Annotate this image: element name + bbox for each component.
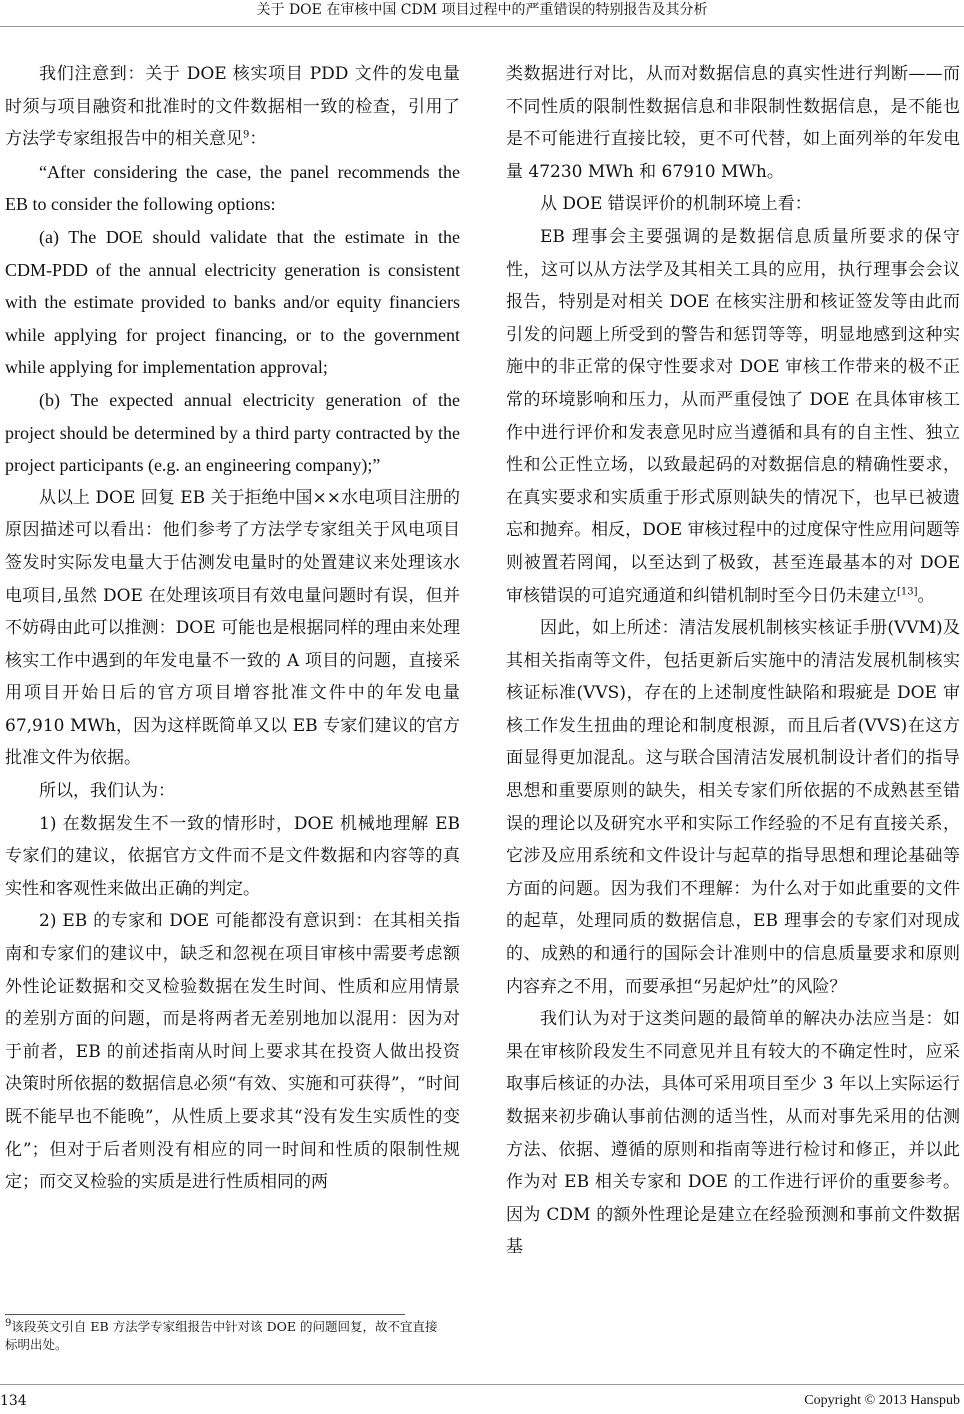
- quote-paragraph: “After considering the case, the panel recommends the EB to consider the following options:: [5, 161, 460, 215]
- citation-ref: [13]: [897, 585, 918, 597]
- right-column: [506, 58, 960, 1264]
- running-header: [0, 0, 964, 27]
- footnote: [5, 1318, 445, 1354]
- paragraph-text: 。: [917, 585, 935, 606]
- footer-divider: [0, 1384, 964, 1385]
- copyright-notice: Copyright © 2013 Hanspub: [804, 1393, 960, 1408]
- page-number: 134: [0, 1393, 27, 1409]
- paragraph: 类数据进行对比，从而对数据信息的真实性进行判断——而不同性质的限制性数据信息和非限制性数据信息，是不能也是不可能进行直接比较，更不可代替，如上面列举的年发电量 47230 MWh 和 67910 MWh。: [506, 64, 960, 182]
- paragraph-text: EB 理事会主要强调的是数据信息质量所要求的保守性，这可以从方法学及其相关工具的应用，执行理事会会议报告，特别是对相关 DOE 在核实注册和核证签发等由此而引发的问题上所受到的警告和惩罚等等，明显地感到这种实施中的非正常的保守性要求对 DOE 审核工作带来的极不正常的环境影响和压力，从而严重侵蚀了 DOE 在具体审核工作中进行评价和发表意见时应当遵循和具有的自主性、独立性和公正性立场，以致最起码的对数据信息的精确性要求，在真实要求和实质重于形式原则缺失的情况下，也早已被遗忘和抛弃。相反，DOE 审核过程中的过度保守性应用问题等则被置若罔闻，以至达到了极致，甚至连最基本的对 DOE 审核错误的可追究通道和纠错机制时至今日仍未建立: [506, 226, 960, 606]
- paragraph: 因此，如上所述：清洁发展机制核实核证手册(VVM)及其相关指南等文件，包括更新后实施中的清洁发展机制核实核证标准(VVS)，存在的上述制度性缺陷和瑕疵是 DOE 审核工作发生扭曲的理论和制度根源，而且后者(VVS)在这方面显得更加混乱。这与联合国清洁发展机制设计者们的指导思想和重要原则的缺失，相关专家们所依据的不成熟甚至错误的理论以及研究水平和实际工作经验的不足有直接关系，它涉及应用系统和文件设计与起草的指导思想和理论基础等方面的问题。因为我们不理解：为什么对于如此重要的文件的起草，处理同质的数据信息，EB 理事会的专家们对现成的、成熟的和通行的国际会计准则中的信息质量要求和原则内容弃之不用，而要承担“另起炉灶”的风险？: [506, 618, 960, 997]
- paragraph-text: ：: [249, 129, 267, 150]
- paragraph: 所以，我们认为：: [39, 781, 175, 802]
- left-column: [5, 58, 460, 1199]
- footnote-mark: 9: [5, 1317, 12, 1329]
- footnote-ref: 9: [243, 129, 250, 141]
- paragraph: 我们认为对于这类问题的最简单的解决办法应当是：如果在审核阶段发生不同意见并且有较大的不确定性时，应采取事后核证的办法，具体可采用项目至少 3 年以上实际运行数据来初步确认事前估测的适当性，从而对事先采用的估测方法、依据、遵循的原则和指南等进行检讨和修正，并以此作为对 EB 相关专家和 DOE 的工作进行评价的重要参考。因为 CDM 的额外性理论是建立在经验预测和事前文件数据基: [506, 1009, 960, 1258]
- footnote-divider: [5, 1314, 405, 1315]
- footnote-text: 该段英文引自 EB 方法学专家组报告中针对该 DOE 的问题回复，故不宜直接标明出处。: [5, 1319, 438, 1352]
- quote-paragraph: (b) The expected annual electricity generation of the project should be determined by a third party contracted by the project participants (e.g. an engineering company);”: [5, 389, 460, 476]
- paragraph: 从以上 DOE 回复 EB 关于拒绝中国××水电项目注册的原因描述可以看出：他们参考了方法学专家组关于风电项目签发时实际发电量大于估测发电量时的处置建议来处理该水电项目,虽然 DOE 在处理该项目有效电量问题时有误，但并不妨碍由此可以推测：DOE 可能也是根据同样的理由来处理核实工作中遇到的年发电量不一致的 A 项目的问题，直接采用项目开始日后的官方项目增容批准文件中的年发电量 67,910 MWh，因为这样既简单又以 EB 专家们建议的官方批准文件为依据。: [5, 487, 460, 769]
- paragraph: 从 DOE 错误评价的机制环境上看：: [540, 194, 812, 215]
- paragraph: 2) EB 的专家和 DOE 可能都没有意识到：在其相关指南和专家们的建议中，缺乏和忽视在项目审核中需要考虑额外性论证数据和交叉检验数据在发生时间、性质和应用情景的差别方面的问题，而是将两者无差别地加以混用：因为对于前者，EB 的前述指南从时间上要求其在投资人做出投资决策时所依据的数据信息必须“有效、实施和可获得”，“时间既不能早也不能晚”，从性质上要求其“没有发生实质性的变化”；但对于后者则没有相应的同一时间和性质的限制性规定；而交叉检验的实质是进行性质相同的两: [5, 911, 460, 1193]
- paragraph: [506, 221, 960, 612]
- quote-paragraph: (a) The DOE should validate that the estimate in the CDM-PDD of the annual electricity generation is consistent with the estimate provided to banks and/or equity financiers while applying for project financing, or to the government while applying for implementation approval;: [5, 226, 460, 378]
- paragraph-text: 我们注意到：关于 DOE 核实项目 PDD 文件的发电量时须与项目融资和批准时的文件数据相一致的检查，引用了方法学专家组报告中的相关意见: [5, 64, 460, 150]
- paragraph: 1) 在数据发生不一致的情形时，DOE 机械地理解 EB 专家们的建议，依据官方文件而不是文件数据和内容等的真实性和客观性来做出正确的判定。: [5, 813, 460, 899]
- running-title: 关于 DOE 在审核中国 CDM 项目过程中的严重错误的特别报告及其分析: [256, 2, 708, 18]
- paragraph: [5, 58, 460, 156]
